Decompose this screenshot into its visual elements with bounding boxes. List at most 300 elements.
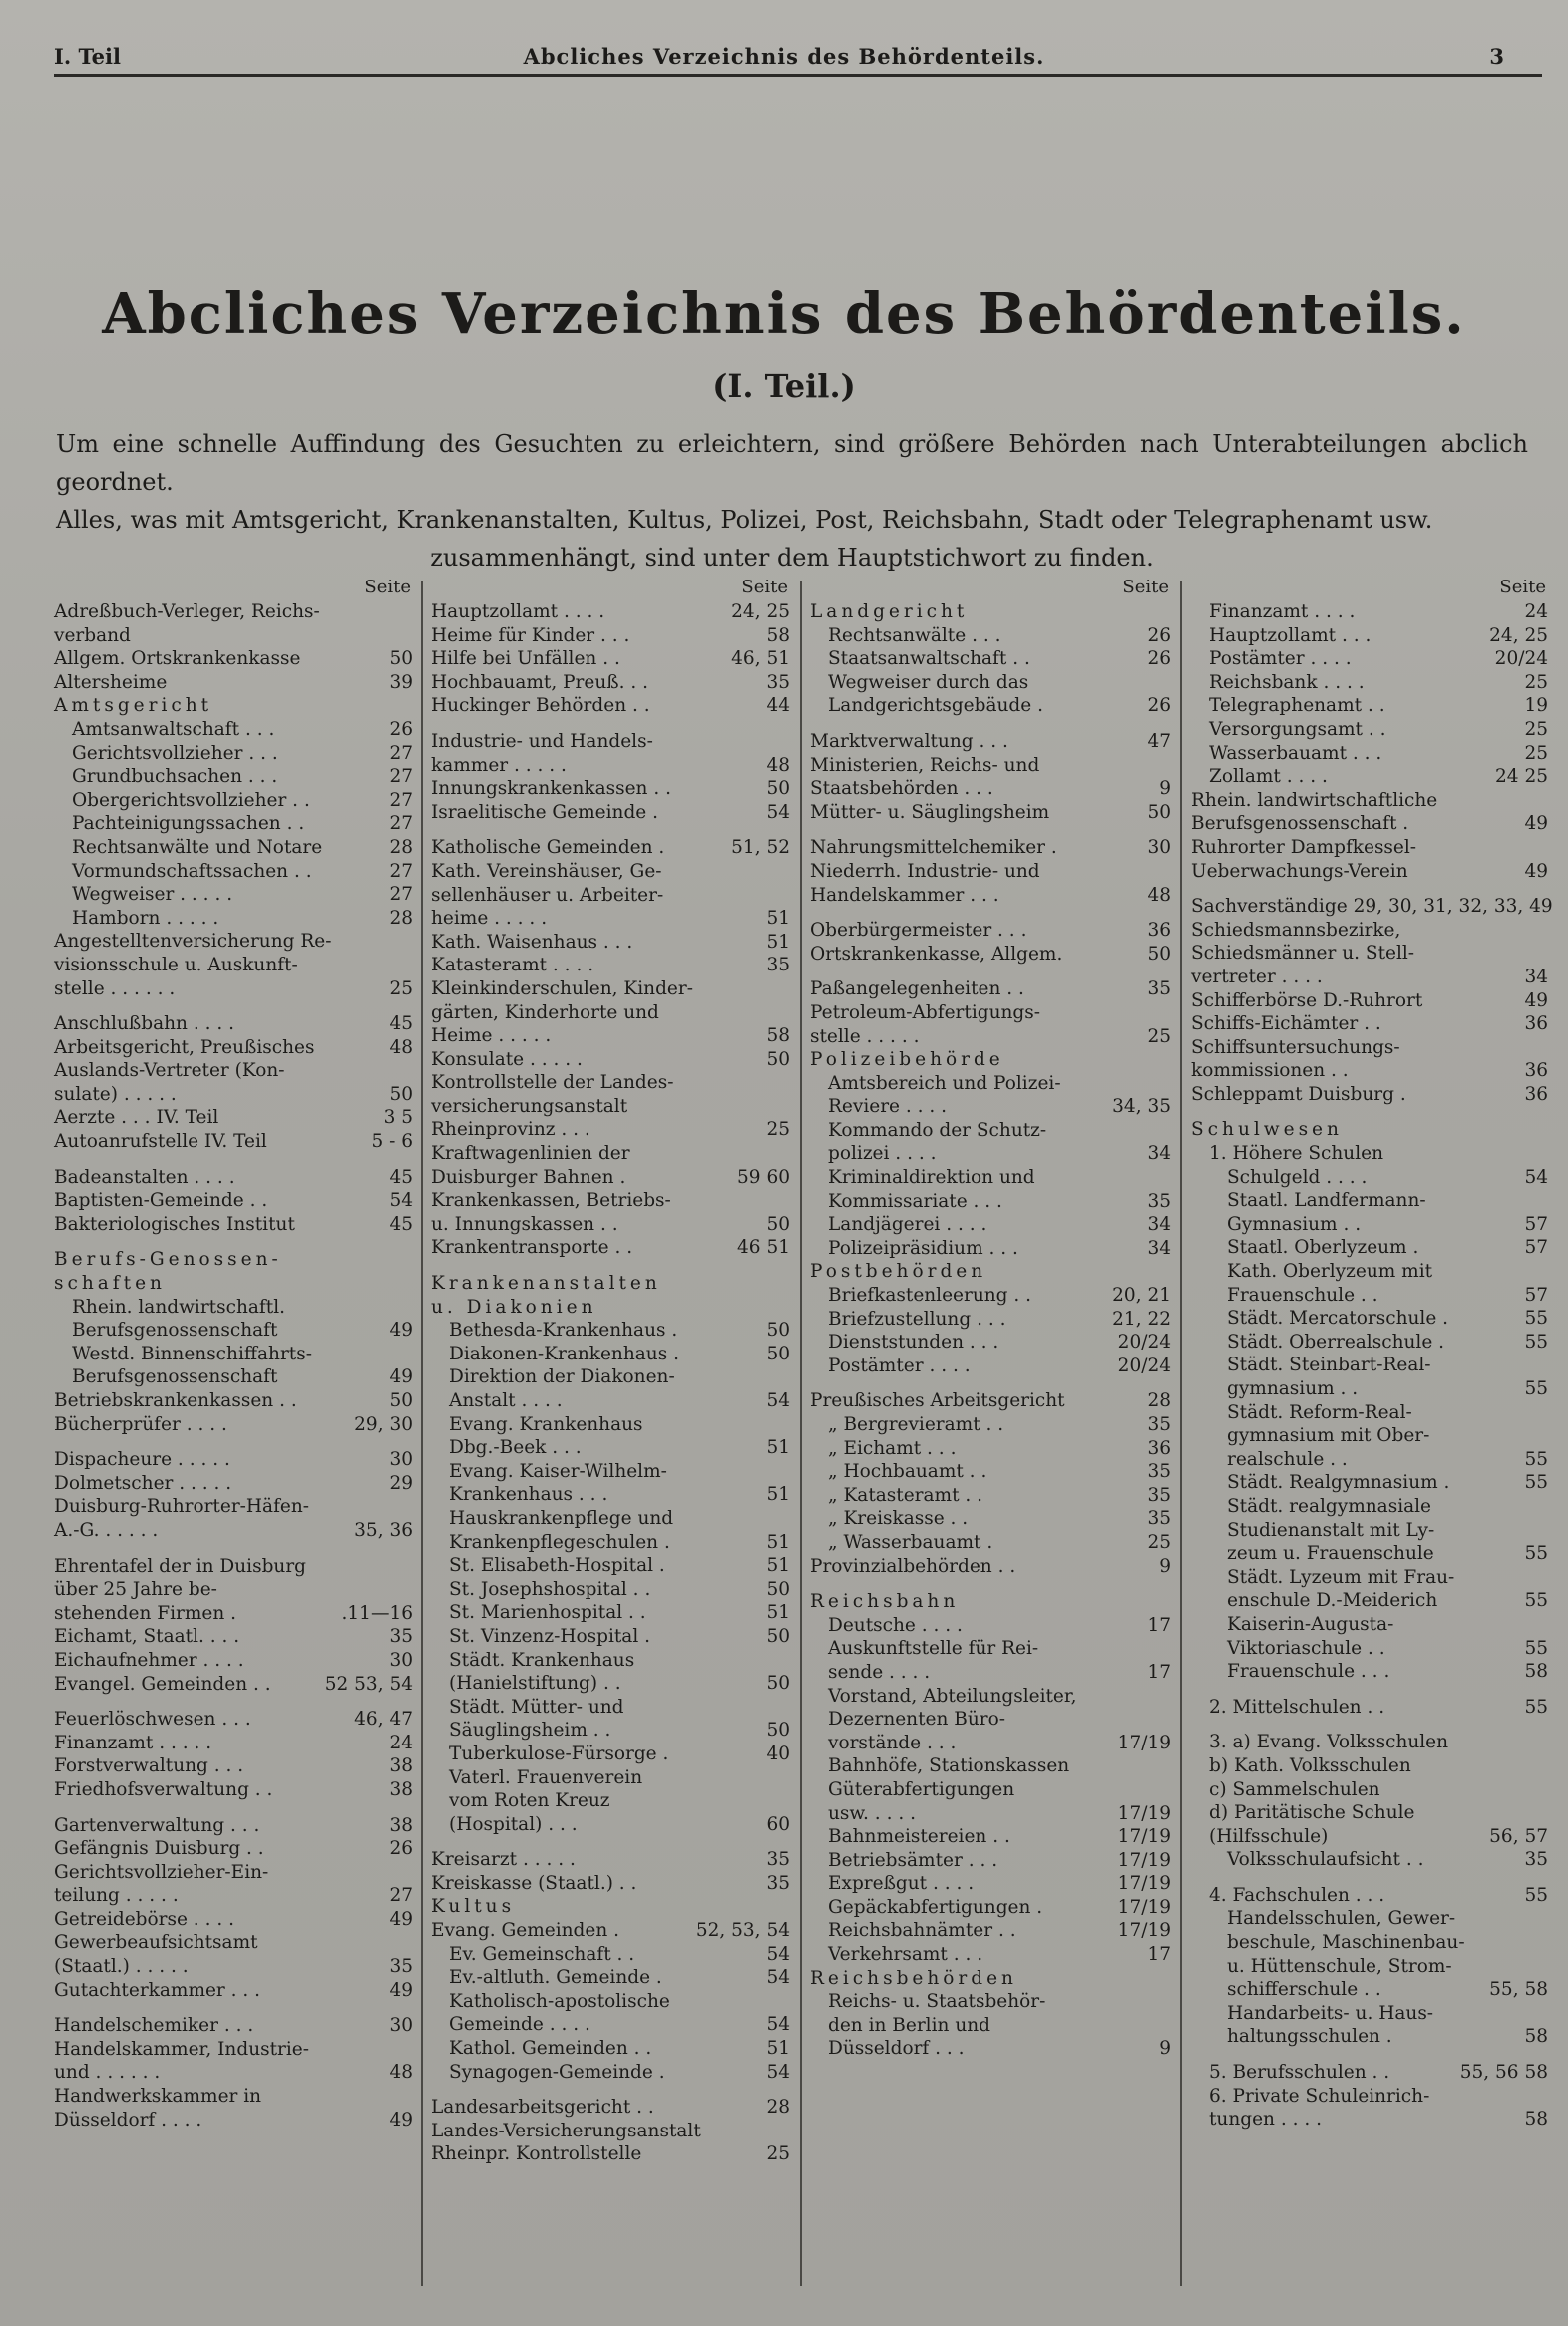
- index-entry: [810, 671, 1171, 718]
- entry-page: 27: [389, 813, 413, 835]
- index-heading: [810, 600, 1171, 624]
- entry-label: Gerichtsvollzieher . . .: [72, 742, 278, 764]
- entry-page: 54: [766, 1943, 790, 1965]
- index-entry: [54, 789, 413, 813]
- entry-label: 2. Mittelschulen . .: [1209, 1696, 1385, 1718]
- entry-page: 40: [766, 1743, 790, 1764]
- index-entry: [54, 1837, 413, 1861]
- entry-label: Kultus: [431, 1896, 516, 1918]
- index-entry: [1191, 600, 1548, 624]
- entry-label: Bücherprüfer . . . .: [54, 1413, 227, 1435]
- index-heading: [431, 1895, 790, 1919]
- entry-page: 34, 35: [1112, 1096, 1171, 1118]
- entry-page: 30: [389, 1649, 413, 1671]
- index-entry: [431, 624, 790, 648]
- entry-page: 52 53, 54: [324, 1673, 413, 1695]
- index-entry: [431, 1625, 790, 1649]
- index-entry: [1191, 989, 1548, 1013]
- index-entry: [431, 694, 790, 718]
- seite-label: Seite: [741, 577, 788, 597]
- index-entry: [431, 1554, 790, 1578]
- index-entry: [810, 1484, 1171, 1508]
- index-entry: [810, 801, 1171, 825]
- entry-label: Schleppamt Duisburg .: [1191, 1083, 1406, 1105]
- index-entry: [1191, 1884, 1548, 1908]
- entry-label: Handelsschulen, Gewer- beschule, Maschinenbau- u. Hüttenschule, Strom- schifferschule . .: [1227, 1908, 1465, 2001]
- entry-page: 38: [389, 1778, 413, 1800]
- entry-label: Synagogen-Gemeinde .: [449, 2061, 665, 2083]
- entry-label: Allgem. Ortskrankenkasse: [54, 648, 301, 670]
- index-entry: [1191, 789, 1548, 836]
- entry-label: Diakonen-Krankenhaus .: [449, 1343, 679, 1364]
- index-entry: [54, 742, 413, 766]
- header-title: Abcliches Verzeichnis des Behördenteils.: [523, 44, 1045, 69]
- entry-label: Ev. Gemeinschaft . .: [449, 1943, 635, 1965]
- entry-page: 35: [1147, 978, 1171, 1000]
- index-entry: [54, 765, 413, 789]
- index-entry: [431, 931, 790, 955]
- entry-label: St. Elisabeth-Hospital .: [449, 1555, 665, 1577]
- index-entry: [1191, 624, 1548, 648]
- entry-label: Verkehrsamt . . .: [828, 1944, 983, 1966]
- index-entry: [431, 954, 790, 977]
- entry-label: Marktverwaltung . . .: [810, 730, 1008, 752]
- entry-page: 39: [389, 671, 413, 693]
- index-entry: [54, 1389, 413, 1413]
- section-gap: [431, 2084, 790, 2096]
- entry-page: 50: [766, 778, 790, 800]
- index-entry: [810, 1531, 1171, 1555]
- index-entry: [431, 1071, 790, 1142]
- entry-label: Vormundschaftssachen . .: [72, 860, 312, 882]
- entry-page: 26: [1147, 624, 1171, 646]
- entry-page: 17/19: [1117, 1896, 1171, 1918]
- index-entry: [1191, 895, 1553, 919]
- page-number: 3: [1489, 44, 1504, 69]
- entry-label: Reichsbahnämter . .: [828, 1920, 1016, 1942]
- entry-label: Wegweiser . . . . .: [72, 884, 233, 906]
- index-entry: [1191, 1142, 1548, 1166]
- entry-page: 55: [1524, 1590, 1548, 1612]
- entry-label: Forstverwaltung . . .: [54, 1755, 244, 1777]
- entry-label: Grundbuchsachen . . .: [72, 766, 278, 788]
- entry-page: 19: [1524, 695, 1548, 717]
- entry-label: 6. Private Schuleinrich- tungen . . . .: [1209, 2085, 1430, 2131]
- index-heading: [810, 1590, 1171, 1614]
- entry-page: 51: [766, 1531, 790, 1553]
- entry-page: 51: [766, 1555, 790, 1577]
- index-entry: [54, 1931, 413, 1978]
- index-heading: [810, 1260, 1171, 1284]
- entry-page: 57: [1524, 1284, 1548, 1306]
- entry-page: 54: [766, 801, 790, 823]
- column-divider: [1180, 581, 1182, 2286]
- section-gap: [810, 907, 1171, 919]
- section-gap: [810, 718, 1171, 730]
- entry-label: Schulgeld . . . .: [1227, 1166, 1368, 1188]
- entry-label: Feuerlöschwesen . . .: [54, 1709, 251, 1731]
- entry-label: Gefängnis Duisburg . .: [54, 1838, 264, 1860]
- entry-label: Staatl. Landfermann- Gymnasium . .: [1227, 1190, 1426, 1235]
- entry-page: 35: [766, 1872, 790, 1894]
- entry-page: 17/19: [1117, 1732, 1171, 1753]
- entry-label: St. Josephshospital . .: [449, 1578, 651, 1600]
- entry-label: Ortskrankenkasse, Allgem.: [810, 943, 1063, 965]
- index-entry: [431, 1507, 790, 1554]
- entry-page: 54: [766, 2061, 790, 2083]
- index-heading: [810, 1048, 1171, 1072]
- entry-label: Hauptzollamt . . . .: [431, 601, 605, 622]
- entry-page: 25: [1147, 1025, 1171, 1047]
- entry-label: Industrie- und Handels- kammer . . . . .: [431, 730, 653, 776]
- index-entry: [431, 1142, 790, 1189]
- entry-page: 35: [1147, 1508, 1171, 1530]
- section-gap: [810, 1578, 1171, 1590]
- entry-page: 36: [1147, 1437, 1171, 1459]
- entry-label: Altersheime: [54, 671, 168, 693]
- section-gap: [54, 1000, 413, 1012]
- entry-page: 35: [389, 1956, 413, 1978]
- index-entry: [54, 2014, 413, 2038]
- entry-page: 35: [1147, 1190, 1171, 1212]
- index-entry: [810, 1413, 1171, 1437]
- index-entry: [810, 647, 1171, 671]
- section-gap: [810, 824, 1171, 836]
- index-entry: [810, 1919, 1171, 1943]
- entry-page: 55: [1524, 1637, 1548, 1659]
- index-entry: [1191, 1260, 1548, 1307]
- entry-label: Postämter . . . .: [1209, 648, 1352, 670]
- entry-label: Ruhrorter Dampfkessel- Ueberwachungs-Verein: [1191, 836, 1417, 882]
- index-entry: [1191, 1613, 1548, 1660]
- entry-label: Gewerbeaufsichtsamt (Staatl.) . . . . .: [54, 1932, 258, 1978]
- section-gap: [810, 1377, 1171, 1389]
- index-entry: [54, 1555, 413, 1626]
- entry-page: 24: [1524, 601, 1548, 622]
- entry-label: Städt. Realgymnasium .: [1227, 1472, 1450, 1494]
- entry-page: 55: [1524, 1884, 1548, 1906]
- entry-label: Reichs- u. Staatsbehör- den in Berlin und Düsseldorf . . .: [828, 1991, 1046, 2060]
- index-entry: [431, 777, 790, 801]
- entry-page: 17/19: [1117, 1802, 1171, 1824]
- entry-page: 54: [766, 1967, 790, 1989]
- index-entry: [1191, 671, 1548, 695]
- entry-label: 5. Berufsschulen . .: [1209, 2062, 1390, 2084]
- index-entry: [431, 1413, 790, 1460]
- entry-label: Postbehörden: [810, 1261, 987, 1283]
- entry-label: Städt. Mercatorschule .: [1227, 1308, 1449, 1330]
- index-entry: [431, 730, 790, 777]
- index-entry: [431, 647, 790, 671]
- index-entry: [54, 718, 413, 742]
- index-entry: [431, 836, 790, 860]
- entry-page: 50: [766, 1213, 790, 1235]
- entry-label: Sachverständige: [1191, 896, 1348, 918]
- entry-label: St. Vinzenz-Hospital .: [449, 1625, 651, 1647]
- entry-label: Städt. Krankenhaus (Hanielstiftung) . .: [449, 1649, 635, 1695]
- entry-label: Angestelltenversicherung Re- visionsschule u. Auskunft- stelle . . . . . .: [54, 931, 332, 999]
- index-entry: [810, 1389, 1171, 1413]
- intro-paragraph: [56, 425, 1528, 577]
- entry-label: Bakteriologisches Institut: [54, 1213, 295, 1235]
- section-gap: [54, 1696, 413, 1708]
- entry-label: Eichaufnehmer . . . .: [54, 1649, 244, 1671]
- index-entry: [54, 1448, 413, 1472]
- entry-page: 35: [1524, 1849, 1548, 1871]
- index-entry: [810, 1284, 1171, 1308]
- index-entry: [1191, 1189, 1548, 1236]
- entry-label: Duisburg-Ruhrorter-Häfen- A.-G. . . . . .: [54, 1496, 310, 1541]
- section-gap: [431, 718, 790, 730]
- entry-page: 27: [389, 766, 413, 788]
- entry-page: 50: [766, 1578, 790, 1600]
- entry-label: Gepäckabfertigungen .: [828, 1896, 1043, 1918]
- entry-label: Kath. Oberlyzeum mit Frauenschule . .: [1227, 1261, 1433, 1306]
- index-entry: [54, 1979, 413, 2003]
- index-entry: [1191, 1907, 1548, 2001]
- entry-page: 25: [1524, 742, 1548, 764]
- entry-page: 25: [766, 2143, 790, 2165]
- index-entry: [54, 1036, 413, 1060]
- index-entry: [1191, 1660, 1548, 1684]
- entry-page: 5 - 6: [371, 1131, 413, 1153]
- entry-page: 51: [766, 2038, 790, 2060]
- entry-label: Bahnhöfe, Stationskassen Güterabfertigungen usw. . . . .: [828, 1755, 1070, 1824]
- index-entry: [810, 1237, 1171, 1261]
- entry-label: Hauskrankenpflege und Krankenpflegeschulen .: [449, 1507, 674, 1553]
- entry-label: Rhein. landwirtschaftliche Berufsgenossenschaft .: [1191, 789, 1438, 835]
- entry-label: Kathol. Gemeinden . .: [449, 2038, 652, 2060]
- entry-page: 34: [1147, 1214, 1171, 1236]
- entry-label: Hamborn . . . . .: [72, 907, 219, 929]
- index-entry: [54, 1814, 413, 1838]
- entry-page: 50: [766, 1320, 790, 1342]
- entry-page: 35: [389, 1626, 413, 1648]
- entry-label: „ Wasserbauamt .: [828, 1531, 993, 1553]
- index-entry: [54, 1130, 413, 1154]
- entry-page: 56, 57: [1489, 1825, 1548, 1847]
- entry-label: Vorstand, Abteilungsleiter, Dezernenten Büro- vorstände . . .: [828, 1685, 1077, 1753]
- entry-label: Petroleum-Abfertigungs- stelle . . . . .: [810, 1001, 1041, 1047]
- index-entry: [54, 1413, 413, 1437]
- index-entry: [1191, 1331, 1548, 1355]
- entry-label: Handelskammer, Industrie- und . . . . . .: [54, 2038, 309, 2084]
- entry-page: 20, 21: [1112, 1285, 1171, 1307]
- index-entry: [810, 1507, 1171, 1531]
- entry-label: Versorgungsamt . .: [1209, 718, 1386, 740]
- entry-page: 45: [389, 1013, 413, 1035]
- entry-page: 9: [1159, 1555, 1171, 1577]
- entry-label: Hilfe bei Unfällen . .: [431, 648, 620, 670]
- entry-page: 38: [389, 1814, 413, 1836]
- section-gap: [431, 1260, 790, 1272]
- index-heading: [54, 1248, 413, 1295]
- index-entry: [810, 1355, 1171, 1378]
- entry-label: Rechtsanwälte und Notare: [72, 836, 323, 858]
- index-entry: [810, 730, 1171, 754]
- index-entry: [54, 1106, 413, 1130]
- entry-label: St. Marienhospital . .: [449, 1602, 646, 1624]
- index-entry: [810, 919, 1171, 943]
- index-heading: [431, 1272, 790, 1319]
- entry-label: Ev.-altluth. Gemeinde .: [449, 1967, 662, 1989]
- entry-page: 30: [389, 1449, 413, 1471]
- entry-label: Wasserbauamt . . .: [1209, 742, 1382, 764]
- entry-page: 20/24: [1117, 1332, 1171, 1354]
- entry-label: Kreiskasse (Staatl.) . .: [431, 1872, 637, 1894]
- index-entry: [54, 1343, 413, 1389]
- index-entry: [431, 1236, 790, 1260]
- index-heading: [810, 1967, 1171, 1991]
- entry-page: 25: [389, 977, 413, 999]
- entry-page: 28: [766, 2097, 790, 2119]
- index-entry: [810, 1872, 1171, 1896]
- entry-page: 45: [389, 1213, 413, 1235]
- header-rule: [54, 74, 1542, 77]
- index-entry: [810, 1849, 1171, 1873]
- entry-page: 35, 36: [354, 1519, 413, 1541]
- entry-page: 50: [389, 1083, 413, 1105]
- entry-page: 34: [1147, 1237, 1171, 1259]
- index-entry: [54, 2085, 413, 2132]
- index-entry: [54, 1059, 413, 1106]
- entry-page: 26: [389, 1838, 413, 1860]
- entry-label: Kath. Vereinshäuser, Ge- sellenhäuser u. Arbeiter- heime . . . . .: [431, 860, 664, 930]
- entry-page: 17/19: [1117, 1920, 1171, 1942]
- entry-page: 49: [1524, 813, 1548, 835]
- entry-page: 51: [766, 931, 790, 953]
- entry-page: 50: [766, 1048, 790, 1070]
- seite-label: Seite: [1122, 577, 1169, 597]
- entry-label: „ Katasteramt . .: [828, 1484, 983, 1506]
- entry-page: 55: [1524, 1696, 1548, 1718]
- entry-label: Gutachterkammer . . .: [54, 1979, 261, 2001]
- entry-page: 50: [389, 1390, 413, 1411]
- entry-label: Krankenanstalten u. Diakonien: [431, 1273, 661, 1318]
- entry-page: 36: [1524, 1013, 1548, 1035]
- entry-page: 24: [389, 1732, 413, 1753]
- entry-label: Kath. Waisenhaus . . .: [431, 931, 633, 953]
- entry-page: .11—16: [341, 1602, 413, 1624]
- index-entry: [431, 2120, 790, 2166]
- entry-page: 17: [1147, 1944, 1171, 1966]
- entry-page: 46, 51: [731, 648, 790, 670]
- entry-page: 29: [389, 1472, 413, 1494]
- entry-label: Kraftwagenlinien der Duisburger Bahnen .: [431, 1143, 630, 1188]
- entry-page: 24, 25: [1489, 624, 1548, 646]
- index-entry: [810, 1166, 1171, 1213]
- entry-label: Katholisch-apostolische Gemeinde . . . .: [449, 1990, 670, 2036]
- entry-label: Arbeitsgericht, Preußisches: [54, 1036, 315, 1058]
- entry-label: „ Kreiskasse . .: [828, 1508, 969, 1530]
- entry-label: Handarbeits- u. Haus- haltungsschulen .: [1227, 2002, 1434, 2048]
- index-entry: [54, 1012, 413, 1036]
- index-entry: [810, 1896, 1171, 1920]
- index-entry: [54, 1625, 413, 1649]
- index-entry: [54, 600, 413, 647]
- entry-page: 57: [1524, 1213, 1548, 1235]
- index-entry: [810, 1072, 1171, 1119]
- entry-page: 24, 25: [731, 601, 790, 622]
- index-entry: [431, 1743, 790, 1766]
- entry-page: 28: [1147, 1390, 1171, 1412]
- index-entry: [810, 1754, 1171, 1825]
- entry-label: Ehrentafel der in Duisburg über 25 Jahre be- stehenden Firmen .: [54, 1555, 307, 1624]
- entry-page: 50: [389, 648, 413, 670]
- entry-page: 34: [1147, 1143, 1171, 1165]
- entry-page: 49: [1524, 860, 1548, 882]
- section-gap: [1191, 883, 1548, 895]
- entry-label: Adreßbuch-Verleger, Reichs- verband: [54, 601, 320, 646]
- index-entry: [810, 624, 1171, 648]
- section-gap: [431, 1836, 790, 1848]
- entry-label: Landes-Versicherungsanstalt Rheinpr. Kontrollstelle: [431, 2120, 701, 2165]
- entry-label: Konsulate . . . . .: [431, 1048, 583, 1070]
- entry-label: Nahrungsmittelchemiker .: [810, 837, 1057, 859]
- entry-label: Vaterl. Frauenverein vom Roten Kreuz (Hospital) . . .: [449, 1766, 643, 1835]
- entry-label: „ Eichamt . . .: [828, 1437, 957, 1459]
- entry-page: 26: [1147, 695, 1171, 717]
- entry-page: 17: [1147, 1614, 1171, 1636]
- index-entry: [1191, 647, 1548, 671]
- index-entry: [54, 1166, 413, 1190]
- section-gap: [1191, 1719, 1548, 1731]
- index-entry: [810, 860, 1171, 907]
- entry-page: 35: [1147, 1484, 1171, 1506]
- index-entry: [54, 647, 413, 671]
- index-entry: [431, 1990, 790, 2037]
- entry-page: 35: [766, 1849, 790, 1871]
- entry-page: 36: [1147, 920, 1171, 942]
- entry-label: Deutsche . . . .: [828, 1614, 963, 1636]
- seite-label: Seite: [364, 577, 411, 597]
- section-gap: [810, 966, 1171, 977]
- entry-label: Zollamt . . . .: [1209, 766, 1328, 788]
- entry-label: Ministerien, Reichs- und Staatsbehörden . . .: [810, 754, 1040, 800]
- index-column-3: [810, 575, 1171, 2296]
- index-entry: [1191, 1307, 1548, 1331]
- entry-page: 49: [389, 1908, 413, 1930]
- index-entry: [810, 1001, 1171, 1048]
- entry-page: 20/24: [1117, 1355, 1171, 1376]
- index-entry: [54, 1472, 413, 1496]
- entry-page: 27: [389, 860, 413, 882]
- index-entry: [431, 2037, 790, 2061]
- column-divider: [800, 581, 802, 2286]
- index-entry: [54, 1296, 413, 1343]
- entry-label: Berufs-Genossen- schaften: [54, 1249, 282, 1295]
- index-entry: [431, 1943, 790, 1967]
- index-entry: [54, 860, 413, 884]
- entry-page: 25: [766, 1119, 790, 1141]
- entry-label: Direktion der Diakonen- Anstalt . . . .: [449, 1366, 675, 1411]
- entry-label: Amtsgericht: [54, 695, 213, 717]
- entry-page: 38: [389, 1755, 413, 1777]
- entry-label: 4. Fachschulen . . .: [1209, 1884, 1385, 1906]
- section-gap: [1191, 1684, 1548, 1696]
- entry-page: 45: [389, 1166, 413, 1188]
- entry-label: Katasteramt . . . .: [431, 955, 594, 976]
- entry-label: Kommando der Schutz- polizei . . . .: [828, 1119, 1047, 1165]
- entry-label: Huckinger Behörden . .: [431, 695, 650, 717]
- entry-label: Oberbürgermeister . . .: [810, 920, 1027, 942]
- column-divider: [421, 581, 423, 2286]
- index-entry: [54, 1778, 413, 1802]
- entry-label: Schiffsuntersuchungs- kommissionen . .: [1191, 1036, 1400, 1082]
- entry-label: Kreisarzt . . . . .: [431, 1849, 576, 1871]
- index-entry: [431, 1649, 790, 1696]
- index-entry: [431, 600, 790, 624]
